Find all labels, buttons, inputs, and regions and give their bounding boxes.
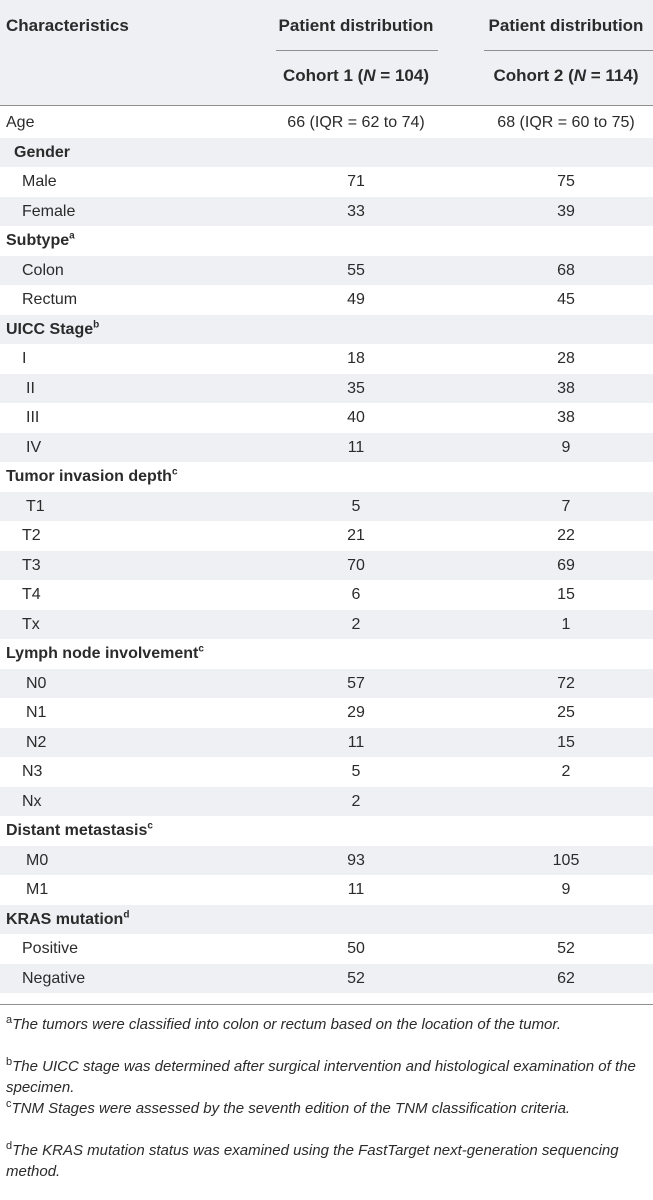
cohort1-value: 71 <box>347 173 365 190</box>
cohort2-value: 2 <box>561 763 571 780</box>
cohort2-value: 7 <box>561 497 571 515</box>
cohort1-value: 6 <box>351 586 361 603</box>
cohort1-value: 57 <box>347 674 365 692</box>
section-label: Tumor invasion depth$^c$ <box>6 466 178 485</box>
cohort1-value: 11 <box>347 733 365 751</box>
section-row <box>0 462 653 492</box>
footnote <box>6 1098 646 1119</box>
cohort1-value: 33 <box>347 202 365 220</box>
row-label: IV <box>26 438 42 456</box>
header-characteristics: Characteristics <box>6 16 129 35</box>
cohort1-value: 29 <box>347 704 365 721</box>
header-col2-cohort: Cohort 2 (N = 114) <box>493 66 639 85</box>
footnote-marker: c <box>147 820 153 832</box>
cohort1-value: 18 <box>347 350 365 367</box>
row-label: Rectum <box>22 291 78 308</box>
cohort2-value: 38 <box>557 379 575 397</box>
footnote <box>6 1140 646 1182</box>
table-row <box>0 610 653 640</box>
cohort1-value: 5 <box>351 497 361 515</box>
footnote-text: The tumors were classified into colon or rectum based on the location of the tumor. <box>12 1016 562 1033</box>
cohort1-value: 66 (IQR = 62 to 74) <box>287 114 425 131</box>
row-label: Age <box>6 114 35 131</box>
row-label: Female <box>22 202 76 220</box>
cohort1-value: 35 <box>347 379 365 397</box>
row-label: Negative <box>22 969 86 987</box>
table-row <box>0 492 653 522</box>
footnote <box>6 1014 646 1035</box>
table-row <box>0 669 653 699</box>
table-row <box>0 167 653 197</box>
row-label: Male <box>22 173 57 190</box>
cohort2-value: 72 <box>557 674 575 692</box>
section-label: UICC Stage$^b$ <box>6 319 100 338</box>
table-row <box>0 875 653 905</box>
section-row <box>0 315 653 345</box>
cohort2-value: 105 <box>552 851 580 869</box>
header-col1-rule <box>276 50 438 51</box>
table-row <box>0 285 653 315</box>
section-label: Subtype$^a$ <box>6 230 75 249</box>
cohort2-value: 68 (IQR = 60 to 75) <box>497 114 635 131</box>
row-label: Tx <box>22 615 40 633</box>
cohort1-value: 2 <box>351 792 361 810</box>
table-row <box>0 757 653 787</box>
cohort2-value: 69 <box>557 556 575 574</box>
footnote-mark: a <box>6 1014 13 1026</box>
table-row <box>0 374 653 404</box>
footnote-rule <box>0 1004 653 1005</box>
cohort1-value: 11 <box>347 881 365 898</box>
cohort2-value: 38 <box>557 409 575 426</box>
cohort2-value: 22 <box>557 527 575 544</box>
cohort2-value: 45 <box>557 291 575 308</box>
table-row <box>0 433 653 463</box>
table-row <box>0 580 653 610</box>
row-label: III <box>26 409 40 426</box>
table-row <box>0 197 653 227</box>
footnote-text: The UICC stage was determined after surgical intervention and histological examination of the specimen. <box>6 1058 636 1096</box>
row-label: I <box>22 350 27 367</box>
cohort2-value: 25 <box>557 704 575 721</box>
cohort1-value: 93 <box>347 851 365 869</box>
row-label: T3 <box>22 556 41 574</box>
header-col2-rule <box>484 50 653 51</box>
table-row <box>0 728 653 758</box>
row-label: M1 <box>26 881 49 898</box>
cohort1-value: 70 <box>347 556 365 574</box>
footnote-mark: d <box>6 1140 13 1152</box>
section-label: KRAS mutation$^d$ <box>6 909 130 928</box>
table-row <box>0 964 653 994</box>
footnote-text: TNM Stages were assessed by the seventh edition of the TNM classification criteria. <box>11 1100 571 1117</box>
cohort2-value: 9 <box>561 881 571 898</box>
cohort2-value: 15 <box>557 733 575 751</box>
cohort1-value: 21 <box>347 527 365 544</box>
footnote-text: The KRAS mutation status was examined using the FastTarget next-generation sequencing method. <box>6 1142 619 1180</box>
table-row <box>0 698 653 728</box>
row-label: M0 <box>26 851 49 869</box>
row-label: II <box>26 379 35 397</box>
section-row <box>0 639 653 669</box>
row-label: N3 <box>22 763 43 780</box>
table-row <box>0 787 653 817</box>
cohort2-value: 28 <box>557 350 575 367</box>
cohort2-value: 1 <box>561 615 571 633</box>
cohort1-value: 40 <box>347 409 365 426</box>
cohort2-value: 52 <box>557 940 575 957</box>
row-label: N1 <box>26 704 47 721</box>
footnote-mark: b <box>6 1056 13 1068</box>
section-row <box>0 138 653 168</box>
header-col1-cohort: Cohort 1 (N = 104) <box>283 66 429 85</box>
footnote-marker: d <box>123 909 130 921</box>
table-row <box>0 521 653 551</box>
row-label: Nx <box>22 792 42 810</box>
header-col1-group: Patient distribution <box>278 16 434 35</box>
row-label: N2 <box>26 733 47 751</box>
header-bottom-rule <box>0 105 653 106</box>
cohort2-value: 39 <box>557 202 575 220</box>
row-label: T2 <box>22 527 41 544</box>
cohort2-value: 75 <box>557 173 575 190</box>
section-label: Distant metastasis$^c$ <box>6 820 153 839</box>
row-label: Positive <box>22 940 79 957</box>
table-row <box>0 934 653 964</box>
footnote-marker: b <box>93 319 100 331</box>
table-row <box>0 403 653 433</box>
cohort1-value: 2 <box>351 615 361 633</box>
section-row <box>0 816 653 846</box>
cohort1-value: 49 <box>347 291 365 308</box>
cohort2-value: 9 <box>561 438 571 456</box>
table-row <box>0 846 653 876</box>
section-label: Lymph node involvement$^c$ <box>6 643 204 662</box>
cohort2-value: 15 <box>557 586 575 603</box>
footnote-marker: c <box>171 466 178 478</box>
row-label: T1 <box>26 497 45 515</box>
cohort1-value: 55 <box>347 261 365 279</box>
section-label: Gender <box>14 143 71 161</box>
table-row <box>0 344 653 374</box>
section-row <box>0 905 653 935</box>
section-row <box>0 226 653 256</box>
header-col2-group: Patient distribution <box>488 16 644 35</box>
table-row <box>0 108 653 138</box>
cohort1-value: 11 <box>347 438 365 456</box>
row-label: T4 <box>22 586 41 603</box>
table-row <box>0 256 653 286</box>
table-row <box>0 551 653 581</box>
row-label: N0 <box>26 674 47 692</box>
cohort2-value: 62 <box>557 969 575 987</box>
footnote-marker: c <box>198 643 204 655</box>
cohort1-value: 5 <box>351 763 361 780</box>
cohort2-value: 68 <box>557 261 575 279</box>
cohort1-value: 52 <box>347 969 365 987</box>
row-label: Colon <box>22 261 64 279</box>
footnote <box>6 1056 646 1098</box>
cohort1-value: 50 <box>347 940 365 957</box>
footnote-mark: c <box>6 1098 12 1110</box>
footnote-marker: a <box>69 230 75 242</box>
